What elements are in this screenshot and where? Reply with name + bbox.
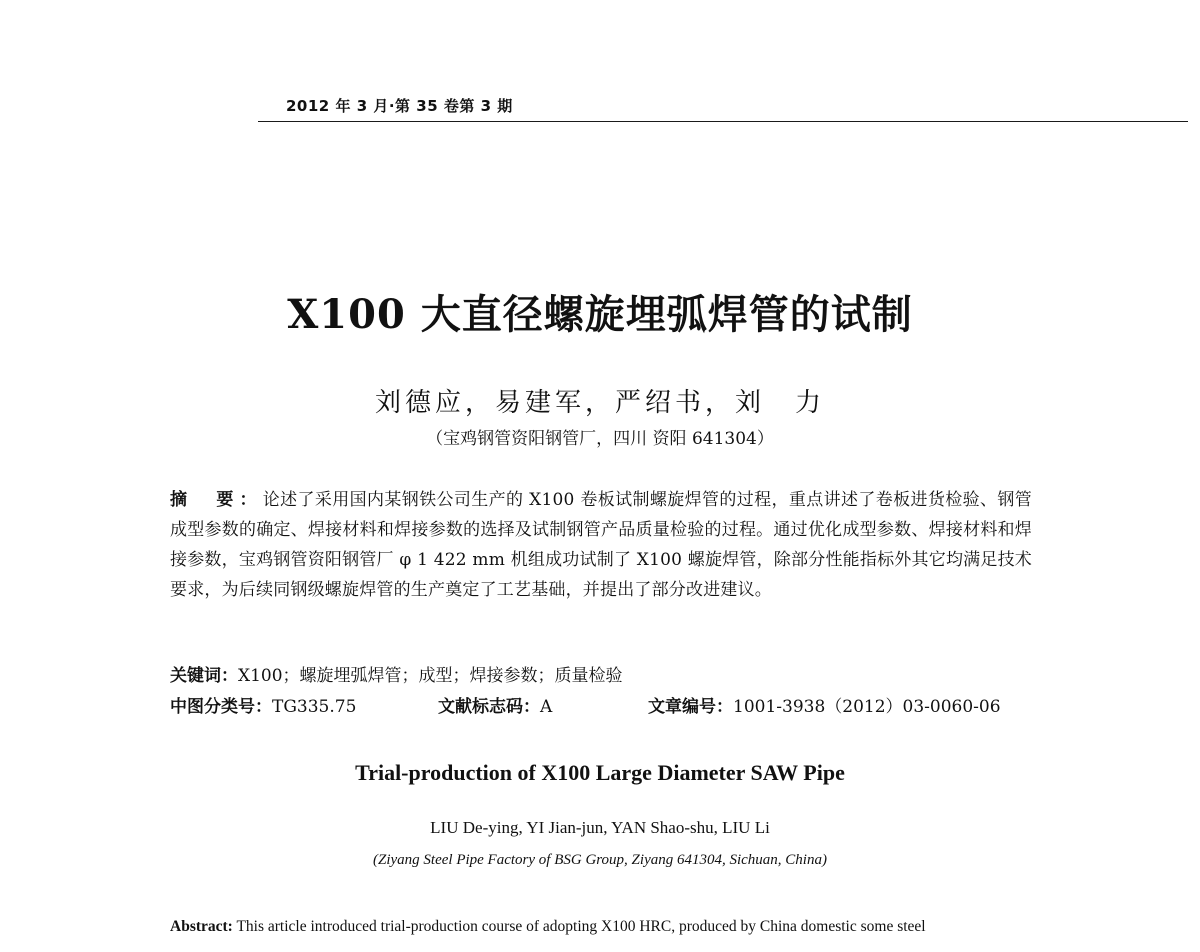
paper-title-en: Trial-production of X100 Large Diameter SAW Pipe — [355, 760, 845, 785]
paper-title-cn: X100 大直径螺旋埋弧焊管的试制 — [287, 291, 913, 338]
doc-code-value: A — [540, 697, 553, 717]
affiliation-cn: （宝鸡钢管资阳钢管厂，四川 资阳 641304） — [426, 429, 774, 449]
header-divider — [258, 121, 1188, 122]
article-no-value: 1001-3938（2012）03-0060-06 — [733, 697, 1001, 717]
abstract-en — [170, 918, 1070, 936]
keywords-cn — [170, 661, 623, 686]
abstract-cn — [170, 485, 1032, 605]
abstract-cn-text: 论述了采用国内某钢铁公司生产的 X100 卷板试制螺旋焊管的过程，重点讲述了卷板进货检验、钢管成型参数的确定、焊接材料和焊接参数的选择及试制钢管产品质量检验的过程。通过优化成型参数、焊接材料和焊接参数，宝鸡钢管资阳钢管厂 φ 1 422 mm 机组成功试制了 X100 螺旋焊管，除部分性能指标外其它均满足技术要求，为后续同钢级螺旋焊管的生产奠定了工艺基础，并提出了部分改进建议。 — [170, 490, 1032, 600]
article-no-label: 文章编号： — [648, 697, 733, 717]
authors-cn: 刘德应，易建军，严绍书，刘 力 — [374, 388, 825, 418]
clc-label: 中图分类号： — [170, 697, 272, 717]
keywords-text: X100；螺旋埋弧焊管；成型；焊接参数；质量检验 — [238, 666, 623, 686]
abstract-en-label: Abstract: — [170, 918, 233, 935]
document-code — [438, 692, 552, 717]
keywords-label: 关键词： — [170, 666, 238, 686]
abstract-en-text: This article introduced trial-production course of adopting X100 HRC, produced by China domestic some steel — [236, 918, 926, 935]
clc-number — [170, 692, 356, 717]
authors-en: LIU De-ying, YI Jian-jun, YAN Shao-shu, LIU Li — [430, 818, 770, 837]
clc-value: TG335.75 — [272, 697, 357, 717]
affiliation-en: (Ziyang Steel Pipe Factory of BSG Group, Ziyang 641304, Sichuan, China) — [373, 852, 827, 868]
article-number — [648, 692, 1001, 717]
doc-code-label: 文献标志码： — [438, 697, 540, 717]
abstract-cn-label: 摘 要： — [170, 490, 263, 510]
journal-issue-line: 2012 年 3 月·第 35 卷第 3 期 — [286, 97, 513, 115]
